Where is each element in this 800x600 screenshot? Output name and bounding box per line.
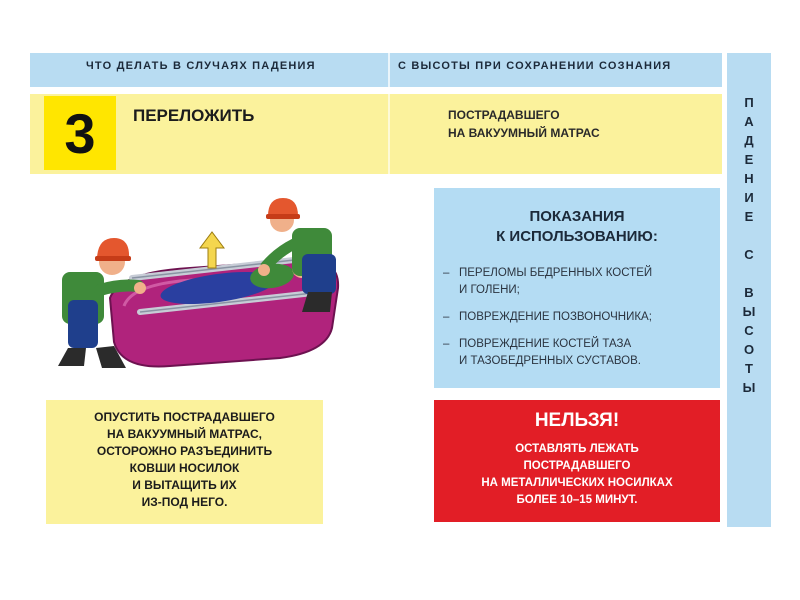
side-letter: Н	[744, 171, 754, 186]
rescue-illustration	[40, 180, 420, 385]
indications-title	[434, 207, 720, 247]
step-subtitle-line: ПОСТРАДАВШЕГО	[448, 108, 560, 122]
forbidden-text	[434, 441, 720, 509]
side-letter: И	[744, 190, 754, 205]
side-letter: Д	[744, 133, 754, 148]
forbidden-title: НЕЛЬЗЯ!	[534, 410, 620, 431]
step-number-badge: 3	[44, 96, 116, 170]
forbidden-line: ОСТАВЛЯТЬ ЛЕЖАТЬ	[515, 443, 639, 455]
list-dash: –	[443, 311, 450, 323]
forbidden-line: БОЛЕЕ 10–15 МИНУТ.	[516, 494, 638, 506]
instruction-line: ОПУСТИТЬ ПОСТРАДАВШЕГО	[94, 410, 275, 424]
side-letter: О	[743, 342, 755, 357]
instruction-line: ОСТОРОЖНО РАЗЪЕДИНИТЬ	[96, 444, 273, 458]
indications-list	[443, 265, 715, 380]
side-letter: С	[744, 247, 754, 262]
instruction-line: ИЗ-ПОД НЕГО.	[141, 495, 228, 509]
lift-arrow-icon	[200, 232, 224, 268]
step-divider	[388, 94, 390, 174]
indication-item	[443, 309, 715, 326]
step-subtitle	[448, 106, 600, 142]
indication-text: ПОВРЕЖДЕНИЕ КОСТЕЙ ТАЗА	[459, 338, 632, 350]
list-dash: –	[443, 338, 450, 350]
instruction-line: НА ВАКУУМНЫЙ МАТРАС,	[106, 427, 263, 441]
side-letter: Ы	[742, 304, 756, 319]
header-right-text: С ВЫСОТЫ ПРИ СОХРАНЕНИИ СОЗНАНИЯ	[398, 60, 672, 72]
indication-text: ПЕРЕЛОМЫ БЕДРЕННЫХ КОСТЕЙ	[459, 267, 653, 279]
header-divider	[388, 53, 390, 87]
side-letter: Е	[744, 209, 754, 224]
forbidden-line: ПОСТРАДАВШЕГО	[523, 460, 631, 472]
side-letter: Ы	[742, 380, 756, 395]
instruction-line: КОВШИ НОСИЛОК	[129, 461, 240, 475]
side-letter: П	[744, 95, 754, 110]
header-left-text: ЧТО ДЕЛАТЬ В СЛУЧАЯХ ПАДЕНИЯ	[86, 60, 316, 72]
list-dash: –	[443, 267, 450, 279]
indications-title-line: К ИСПОЛЬЗОВАНИЮ:	[496, 228, 658, 245]
step-subtitle-line: НА ВАКУУМНЫЙ МАТРАС	[448, 126, 600, 140]
side-letter: А	[744, 114, 754, 129]
indication-item	[443, 336, 715, 370]
step-title: ПЕРЕЛОЖИТЬ	[133, 106, 255, 125]
indication-text: И ГОЛЕНИ;	[459, 284, 520, 296]
side-letter: В	[744, 285, 754, 300]
indications-title-line: ПОКАЗАНИЯ	[529, 208, 625, 225]
side-letter: Е	[744, 152, 754, 167]
side-letter: Т	[745, 361, 753, 376]
indication-text: ПОВРЕЖДЕНИЕ ПОЗВОНОЧНИКА;	[459, 311, 652, 323]
forbidden-line: НА МЕТАЛЛИЧЕСКИХ НОСИЛКАХ	[481, 477, 673, 489]
indication-text: И ТАЗОБЕДРЕННЫХ СУСТАВОВ.	[459, 355, 641, 367]
indication-item	[443, 265, 715, 299]
side-letter: С	[744, 323, 754, 338]
instruction-line: И ВЫТАЩИТЬ ИХ	[132, 478, 237, 492]
instruction-text	[46, 409, 323, 511]
side-vertical-title	[727, 53, 771, 527]
